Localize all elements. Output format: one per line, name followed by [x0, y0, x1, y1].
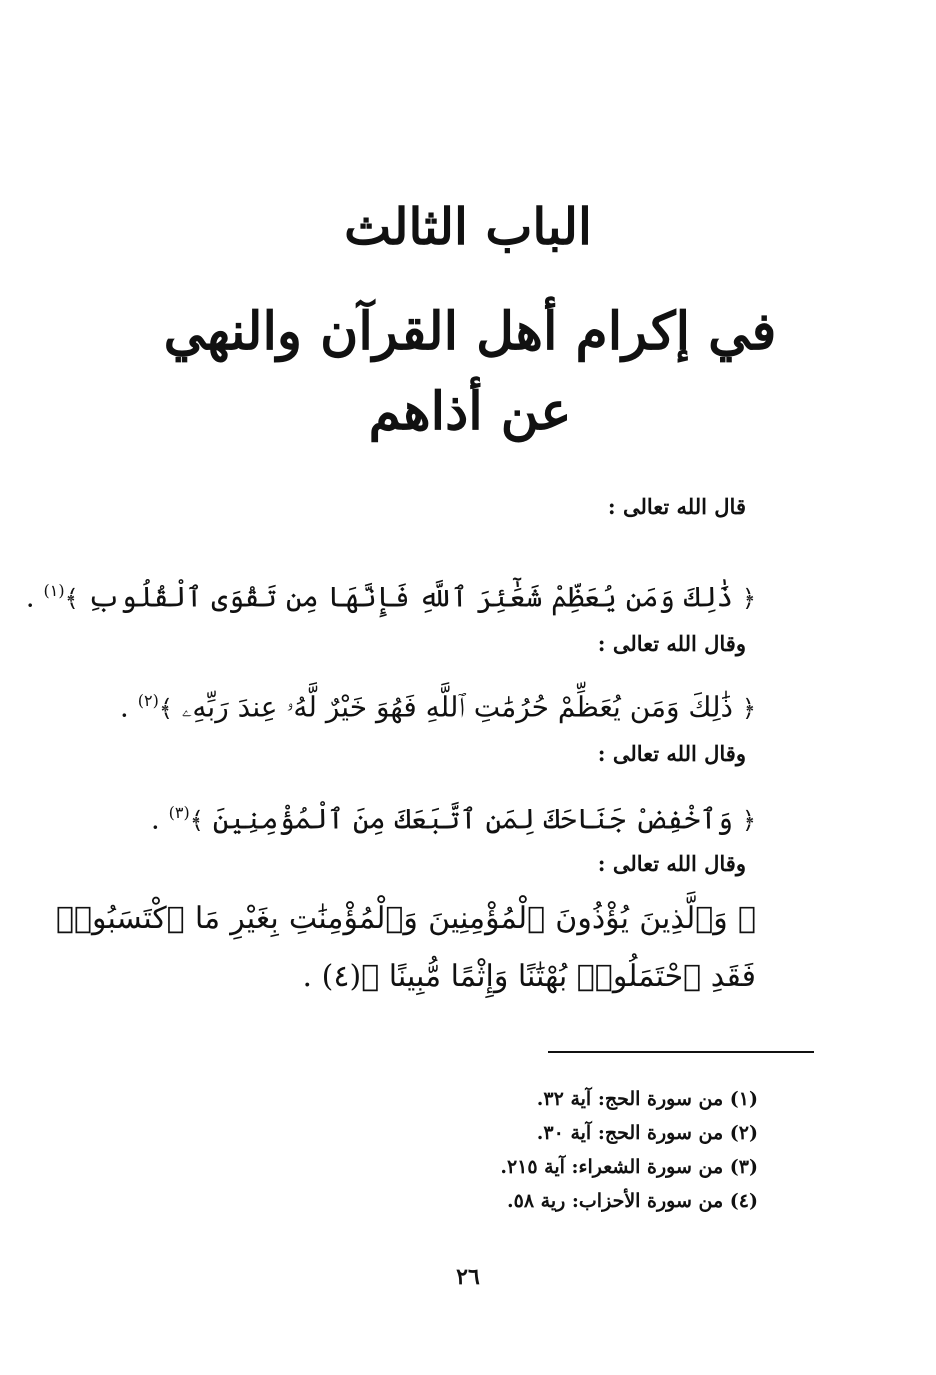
open-bracket: ﴿: [741, 584, 756, 613]
verse-intro: وقال الله تعالى :: [597, 631, 746, 656]
close-bracket: ﴾: [361, 959, 380, 994]
page-number: ٢٦: [456, 1264, 480, 1290]
quran-verse: [151, 790, 756, 843]
verse-text: ذَٰلِكَ وَمَن يُعَظِّمْ حُرُمَٰتِ ٱللَّهِ فَهُوَ خَيْرٌ لَّهُۥ عِندَ رَبِّهِۦ: [181, 690, 734, 724]
footnote-item: (٢) من سورة الحج: آية ٣٠.: [536, 1122, 758, 1144]
verse-text: وَٱخْفِضْ جَنَاحَكَ لِمَنِ ٱتَّبَعَكَ مِنَ ٱلْمُؤْمِنِينَ: [212, 802, 734, 836]
verse-text: وَٱلَّذِينَ يُؤْذُونَ ٱلْمُؤْمِنِينَ وَٱلْمُؤْمِنَٰتِ بِغَيْرِ مَا ٱكْتَسَبُوا۟ فَقَدِ ٱحْتَمَلُوا۟ بُهْتَٰنًا وَإِثْمًا مُّبِينًا: [56, 901, 756, 994]
footnote-item: (٤) من سورة الأحزاب: رية ٥٨.: [506, 1190, 758, 1212]
footnote-ref: (٢): [137, 691, 159, 710]
verse-intro: وقال الله تعالى :: [597, 851, 746, 876]
footnote-ref: (١): [43, 581, 65, 600]
verse-intro: قال الله تعالى :: [607, 494, 746, 519]
close-bracket: ﴾: [189, 806, 204, 835]
verse-period: .: [302, 959, 313, 994]
chapter-title: الباب الثالث: [344, 197, 592, 256]
quran-verse: [120, 678, 756, 731]
footnote-ref: (٣): [168, 803, 190, 822]
quran-verse-long: [56, 890, 756, 1006]
footnote-ref: (٤): [321, 959, 362, 994]
verse-period: .: [150, 802, 160, 836]
footnote-divider: [548, 1051, 814, 1053]
close-bracket: ﴾: [64, 584, 79, 613]
open-bracket: ﴿: [737, 901, 756, 936]
verse-period: .: [25, 580, 35, 614]
verse-period: .: [119, 690, 129, 724]
open-bracket: ﴿: [741, 806, 756, 835]
footnote-list: [398, 1082, 758, 1218]
footnote-item: (١) من سورة الحج: آية ٣٢.: [536, 1088, 758, 1110]
chapter-subtitle: في إكرام أهل القرآن والنهي عن أذاهم: [163, 301, 777, 442]
quran-verse: [26, 568, 756, 621]
close-bracket: ﴾: [158, 694, 173, 723]
verse-intro: وقال الله تعالى :: [597, 741, 746, 766]
footnote-item: (٣) من سورة الشعراء: آية ٢١٥.: [500, 1156, 758, 1178]
verse-text: ذَٰلِكَ وَمَن يُعَظِّمْ شَعَٰٓئِرَ ٱللَّهِ فَإِنَّهَا مِن تَقْوَى ٱلْقُلُوبِ: [87, 580, 734, 614]
open-bracket: ﴿: [741, 694, 756, 723]
